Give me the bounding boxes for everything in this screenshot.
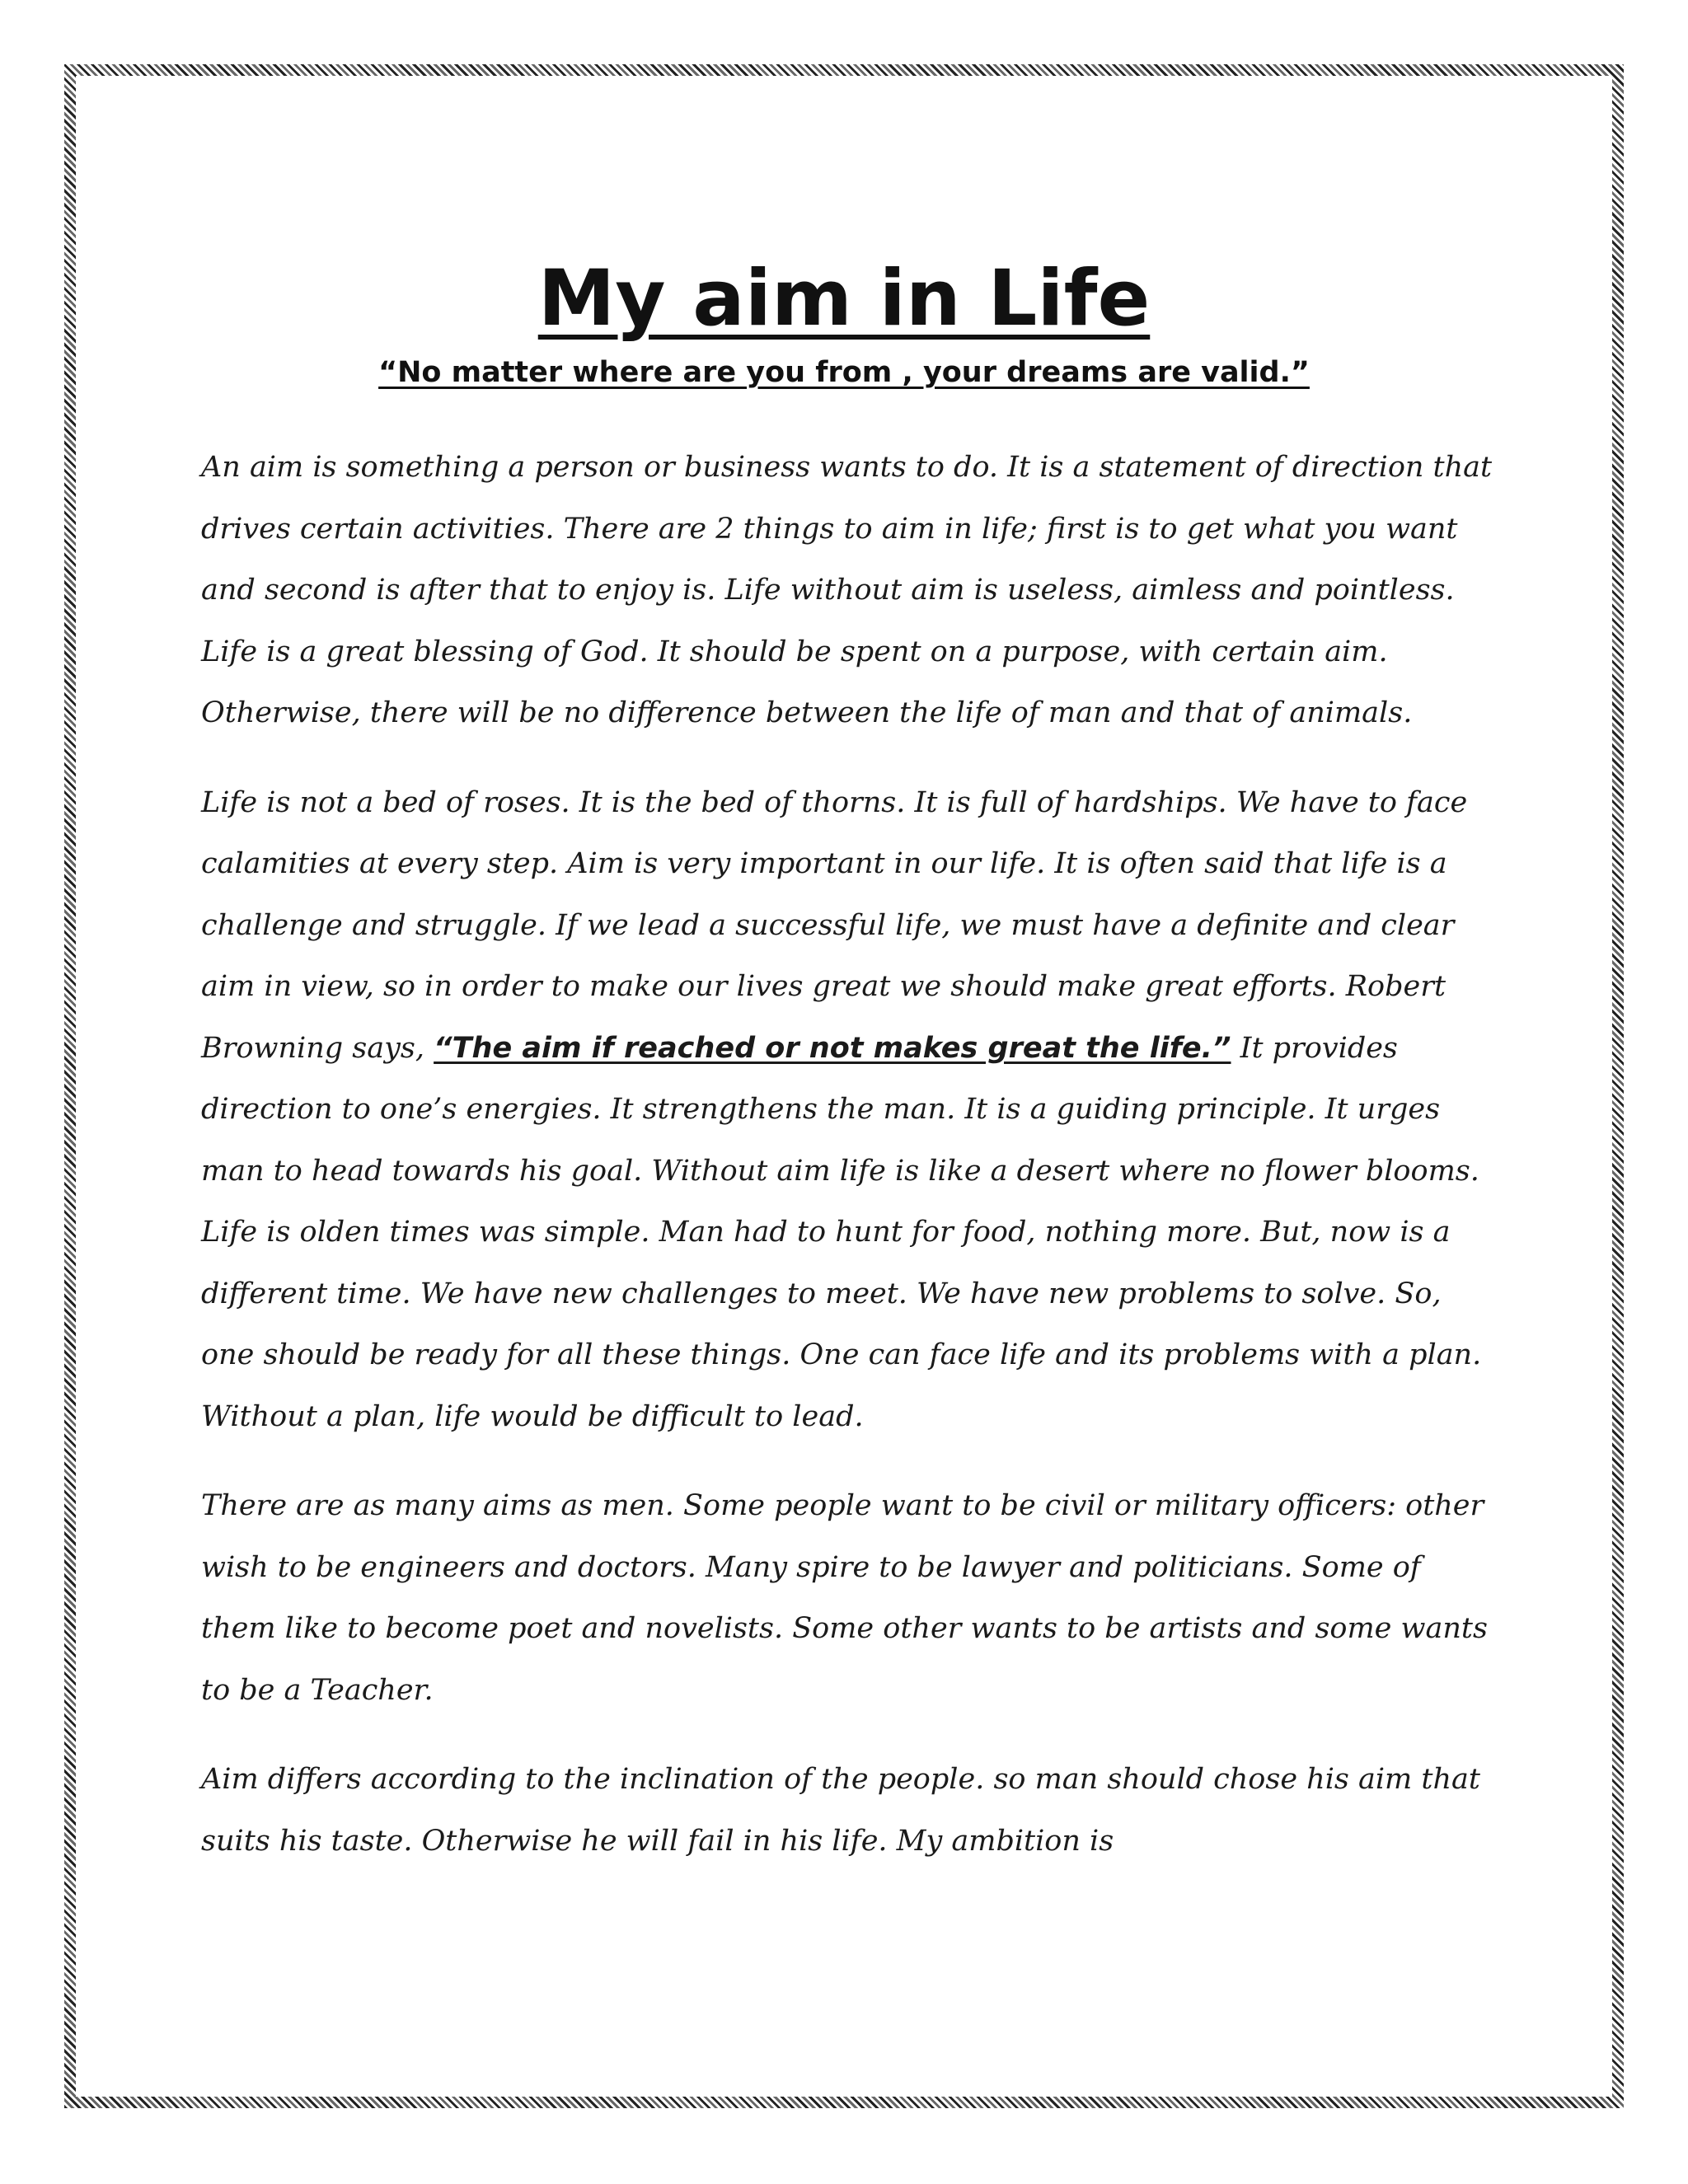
paragraph-1: An aim is something a person or business wants to do. It is a statement of direction that drives certain activities. There are 2 things to aim in life; first is to get what you want and second is after that to enjoy is. Life without aim is useless, aimless and pointless. Life is a great blessing of God. It should be spent on a purpose, with certain aim. Otherwise, there will be no difference between the life of man and that of animals.: [201, 451, 1493, 729]
quote-subtitle: “No matter where are you from , your dreams are valid.”: [378, 356, 1310, 389]
paragraph-2-rest: It provides direction to one’s energies. It strengthens the man. It is a guiding principle. It urges man to head towards his goal. Without aim life is like a desert where no flower blooms. Life is olden times was simple. Man had to hunt for food, nothing more. But, now is a different time. We have new challenges to meet. We have new problems to solve. So, one should be ready for all these things. One can face life and its problems with a plan. Without a plan, life would be difficult to lead.: [201, 1031, 1482, 1433]
browning-quote: “The aim if reached or not makes great the life.”: [434, 1031, 1231, 1065]
paragraph-2-intro: Life is not a bed of roses. It is the bed of thorns. It is full of hardships. We have to face calamities at every step. Aim is very important in our life. It is often said that life is a challenge and struggle. If we lead a successful life, we must have a definite and clear aim in view, so in order to make our lives great we should make great efforts. Robert Browning says,: [201, 785, 1468, 1065]
page-title: My aim in Life: [537, 253, 1151, 344]
paragraph-3: There are as many aims as men. Some people want to be civil or military officers: other wish to be engineers and doctors. Many spire to be lawyer and politicians. Some of them like to become poet and novelists. Some other wants to be artists and some wants to be a Teacher.: [201, 1489, 1488, 1707]
paragraph-4: Aim differs according to the inclination of the people. so man should chose his aim that suits his taste. Otherwise he will fail in his life. My ambition is: [201, 1763, 1480, 1858]
essay-body: [201, 437, 1503, 1900]
paragraph-2: [201, 772, 1503, 1448]
